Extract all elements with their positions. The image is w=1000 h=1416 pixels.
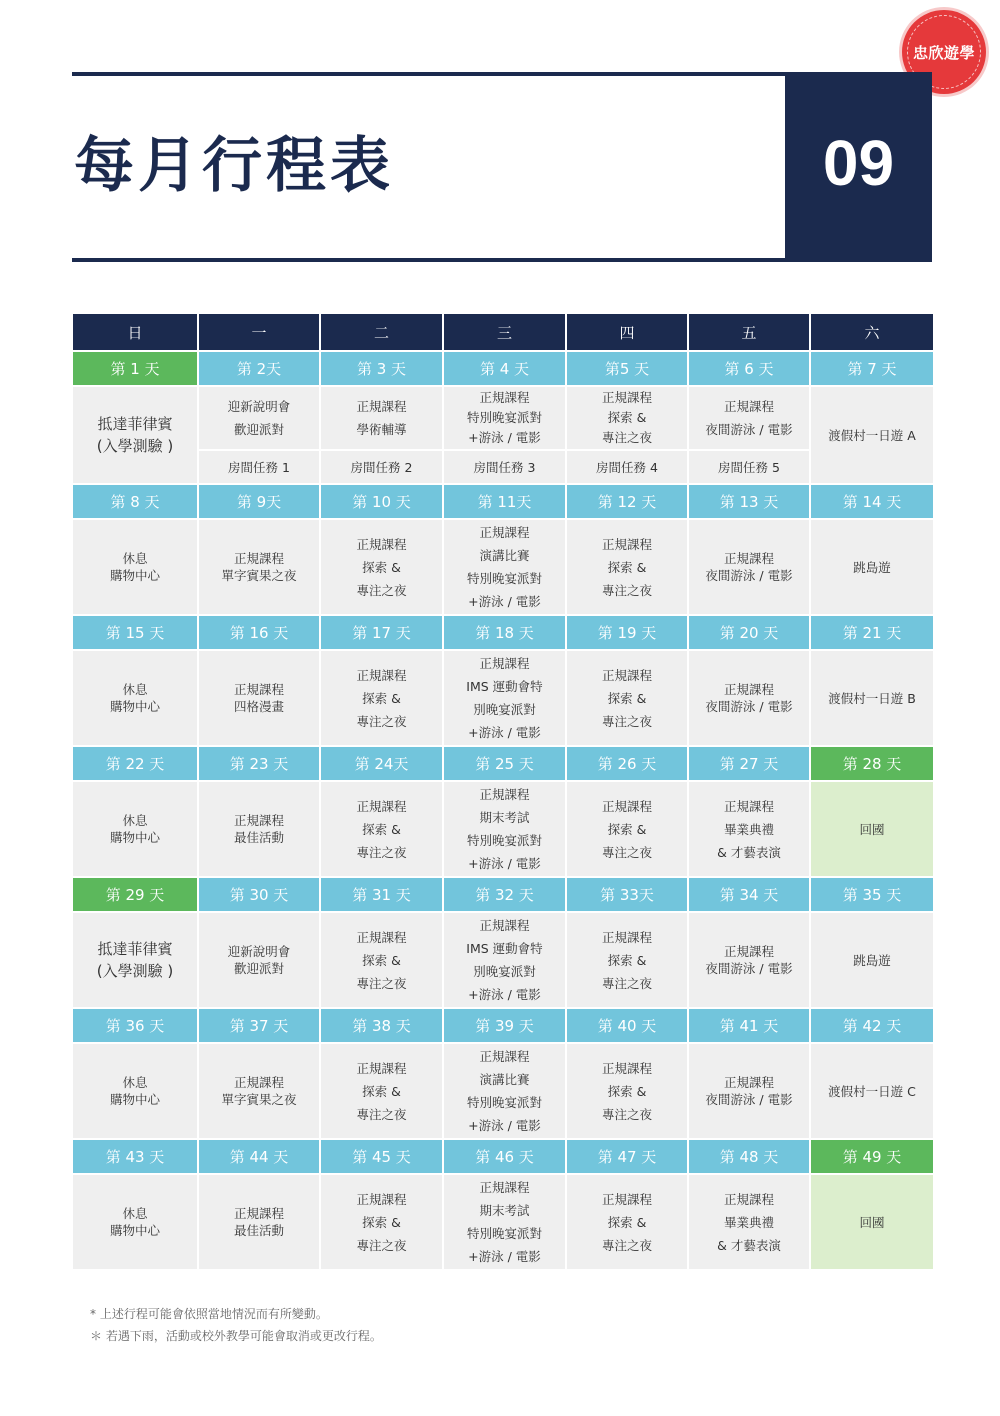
cell-line: 別晚宴派對	[473, 702, 536, 717]
cell-line: 跳島遊	[853, 952, 891, 968]
day-number-row	[72, 1008, 934, 1043]
cell-line: +游泳 / 電影	[468, 430, 541, 445]
cell-line: 正規課程	[233, 1206, 284, 1221]
cell-line: 期末考試	[479, 1203, 530, 1218]
cell-line: 專注之夜	[601, 844, 652, 860]
schedule-cell	[72, 1043, 198, 1139]
cell-line: 正規課程	[479, 390, 530, 405]
cell-line: 特別晚宴派對	[466, 1226, 542, 1241]
cell-line: 專注之夜	[601, 1106, 652, 1122]
cell-line: 專注之夜	[601, 713, 652, 729]
cell-line: 正規課程	[233, 682, 284, 697]
day-number: 第 40 天	[566, 1008, 688, 1043]
cell-line: +游泳 / 電影	[468, 594, 541, 609]
schedule-cell	[688, 650, 810, 746]
schedule-cell	[443, 1043, 566, 1139]
cell-line: 探索 &	[607, 690, 647, 706]
day-number: 第 39 天	[443, 1008, 566, 1043]
cell-line: 夜間游泳 / 電影	[705, 568, 793, 583]
cell-line: 畢業典禮	[723, 821, 774, 837]
cell-line: 夜間游泳 / 電影	[705, 422, 793, 437]
cell-line: 專注之夜	[356, 1106, 407, 1122]
cell-line: 特別晚宴派對	[466, 571, 542, 586]
schedule-cell	[810, 912, 934, 1008]
cell-line: 專注之夜	[601, 975, 652, 991]
day-number: 第 14 天	[810, 484, 934, 519]
cell-line: 迎新說明會	[227, 944, 291, 959]
cell-line: 休息	[122, 1075, 148, 1090]
cell-line: IMS 運動會特	[466, 941, 543, 956]
schedule-cell	[198, 519, 320, 615]
schedule-cell	[566, 1174, 688, 1270]
cell-line: 正規課程	[356, 1191, 407, 1207]
cell-line: (入學測驗 )	[96, 437, 174, 455]
schedule-cell	[443, 386, 566, 450]
room-task-cell: 房間任務 4	[566, 450, 688, 484]
schedule-cell	[320, 912, 443, 1008]
cell-line: 專注之夜	[356, 582, 407, 598]
cell-line: (入學測驗 )	[96, 962, 174, 980]
day-number: 第 24天	[320, 746, 443, 781]
day-number: 第 10 天	[320, 484, 443, 519]
cell-line: +游泳 / 電影	[468, 1249, 541, 1264]
cell-line: 正規課程	[601, 390, 652, 405]
cell-line: 購物中心	[109, 1223, 160, 1238]
cell-line: 購物中心	[109, 830, 160, 845]
footnote: ＊ 若遇下雨，活動或校外教學可能會取消或更改行程。	[90, 1329, 382, 1343]
day-number: 第 8 天	[72, 484, 198, 519]
day-number-row	[72, 877, 934, 912]
cell-line: 回國	[859, 1214, 885, 1230]
cell-line: 特別晚宴派對	[466, 410, 542, 425]
cell-line: 專注之夜	[356, 844, 407, 860]
cell-line: 渡假村一日遊 C	[828, 1083, 916, 1099]
day-number: 第 49 天	[810, 1139, 934, 1174]
schedule-cell	[320, 650, 443, 746]
footnote: * 上述行程可能會依照當地情況而有所變動。	[90, 1307, 328, 1321]
cell-line: 迎新說明會	[227, 399, 291, 414]
cell-line: 歡迎派對	[233, 422, 284, 437]
cell-line: 正規課程	[356, 667, 407, 683]
day-number: 第 41 天	[688, 1008, 810, 1043]
cell-line: 渡假村一日遊 A	[828, 427, 916, 443]
day-number: 第 31 天	[320, 877, 443, 912]
schedule-cell	[72, 912, 198, 1008]
schedule-cell	[198, 781, 320, 877]
day-number: 第 43 天	[72, 1139, 198, 1174]
schedule-cell	[566, 912, 688, 1008]
cell-line: 抵達菲律賓	[97, 940, 173, 958]
schedule-cell	[443, 781, 566, 877]
day-number: 第 28 天	[810, 746, 934, 781]
cell-line: 休息	[122, 1206, 148, 1221]
day-number-row	[72, 615, 934, 650]
schedule-cell	[566, 386, 688, 450]
calendar-table	[71, 312, 935, 1271]
schedule-cell	[72, 1174, 198, 1270]
schedule-cell	[72, 386, 198, 484]
cell-line: 正規課程	[356, 536, 407, 552]
cell-line: 專注之夜	[601, 1237, 652, 1253]
schedule-cell	[320, 1043, 443, 1139]
cell-line: 正規課程	[356, 929, 407, 945]
day-number: 第 1 天	[72, 351, 198, 386]
day-number: 第 33天	[566, 877, 688, 912]
cell-line: & 才藝表演	[717, 1237, 781, 1253]
weekday-sat: 六	[810, 313, 934, 351]
day-number-row	[72, 484, 934, 519]
cell-line: 休息	[122, 682, 148, 697]
cell-line: 正規課程	[723, 798, 774, 814]
schedule-row	[72, 1043, 934, 1139]
cell-line: 正規課程	[479, 525, 530, 540]
schedule-cell	[810, 1043, 934, 1139]
day-number-row	[72, 746, 934, 781]
cell-line: 正規課程	[356, 798, 407, 814]
cell-line: 回國	[859, 821, 885, 837]
schedule-cell	[443, 650, 566, 746]
day-number: 第 12 天	[566, 484, 688, 519]
cell-line: 購物中心	[109, 1092, 160, 1107]
day-number: 第 46 天	[443, 1139, 566, 1174]
cell-line: 正規課程	[233, 813, 284, 828]
day-number: 第 7 天	[810, 351, 934, 386]
schedule-row	[72, 386, 934, 450]
day-number: 第 18 天	[443, 615, 566, 650]
cell-line: 探索 &	[607, 821, 647, 837]
cell-line: 探索 &	[362, 1214, 401, 1230]
schedule-cell	[566, 650, 688, 746]
cell-line: 正規課程	[356, 1060, 407, 1076]
schedule-cell	[688, 912, 810, 1008]
cell-line: 探索 &	[607, 559, 647, 575]
cell-line: 專注之夜	[356, 1237, 407, 1253]
schedule-cell	[688, 781, 810, 877]
day-number: 第 17 天	[320, 615, 443, 650]
cell-line: 四格漫畫	[233, 699, 284, 714]
schedule-row	[72, 781, 934, 877]
weekday-thu: 四	[566, 313, 688, 351]
cell-line: +游泳 / 電影	[468, 725, 541, 740]
day-number: 第 37 天	[198, 1008, 320, 1043]
cell-line: 正規課程	[479, 918, 530, 933]
day-number: 第 9天	[198, 484, 320, 519]
cell-line: 演講比賽	[479, 1072, 530, 1087]
day-number: 第 15 天	[72, 615, 198, 650]
schedule-cell	[72, 519, 198, 615]
schedule-cell	[566, 1043, 688, 1139]
cell-line: 正規課程	[356, 399, 407, 414]
cell-line: 正規課程	[723, 399, 774, 414]
cell-line: 正規課程	[479, 1049, 530, 1064]
schedule-cell	[72, 650, 198, 746]
cell-line: 夜間游泳 / 電影	[705, 1092, 793, 1107]
weekday-tue: 二	[320, 313, 443, 351]
room-task-cell: 房間任務 1	[198, 450, 320, 484]
schedule-row	[72, 519, 934, 615]
cell-line: 跳島遊	[853, 559, 891, 575]
cell-line: 學術輔導	[356, 422, 407, 437]
brand-badge-text: 忠欣遊學	[912, 43, 975, 62]
schedule-cell	[688, 519, 810, 615]
cell-line: 最佳活動	[233, 1223, 284, 1238]
schedule-cell	[810, 1174, 934, 1270]
day-number: 第 34 天	[688, 877, 810, 912]
cell-line: & 才藝表演	[717, 844, 781, 860]
cell-line: 休息	[122, 813, 148, 828]
cell-line: 正規課程	[601, 667, 652, 683]
day-number: 第5 天	[566, 351, 688, 386]
day-number: 第 30 天	[198, 877, 320, 912]
cell-line: 專注之夜	[356, 975, 407, 991]
day-number: 第 48 天	[688, 1139, 810, 1174]
schedule-cell	[198, 650, 320, 746]
weekday-sun: 日	[72, 313, 198, 351]
cell-line: 最佳活動	[233, 830, 284, 845]
cell-line: 探索 &	[607, 410, 647, 425]
weekday-fri: 五	[688, 313, 810, 351]
schedule-row	[72, 450, 934, 484]
day-number: 第 3 天	[320, 351, 443, 386]
schedule-row	[72, 1174, 934, 1270]
cell-line: 抵達菲律賓	[97, 415, 173, 433]
schedule-cell	[688, 1174, 810, 1270]
weekday-header-row	[72, 313, 934, 351]
month-box	[785, 72, 932, 262]
cell-line: 歡迎派對	[233, 961, 284, 976]
day-number: 第 47 天	[566, 1139, 688, 1174]
day-number: 第 27 天	[688, 746, 810, 781]
cell-line: 正規課程	[479, 1180, 530, 1195]
cell-line: 正規課程	[479, 656, 530, 671]
cell-line: 休息	[122, 551, 148, 566]
weekday-mon: 一	[198, 313, 320, 351]
day-number: 第 45 天	[320, 1139, 443, 1174]
schedule-cell	[72, 781, 198, 877]
footnotes	[90, 1303, 382, 1347]
schedule-cell	[320, 519, 443, 615]
cell-line: 單字賓果之夜	[221, 568, 297, 583]
cell-line: 專注之夜	[356, 713, 407, 729]
room-task-cell: 房間任務 3	[443, 450, 566, 484]
day-number: 第 20 天	[688, 615, 810, 650]
schedule-cell	[320, 386, 443, 450]
page-title: 每月行程表	[74, 131, 394, 201]
cell-line: IMS 運動會特	[466, 679, 543, 694]
day-number: 第 42 天	[810, 1008, 934, 1043]
cell-line: +游泳 / 電影	[468, 856, 541, 871]
schedule-cell	[810, 519, 934, 615]
cell-line: 正規課程	[601, 929, 652, 945]
day-number: 第 25 天	[443, 746, 566, 781]
cell-line: +游泳 / 電影	[468, 1118, 541, 1133]
cell-line: +游泳 / 電影	[468, 987, 541, 1002]
cell-line: 探索 &	[362, 952, 401, 968]
schedule-cell	[198, 912, 320, 1008]
cell-line: 渡假村一日遊 B	[828, 690, 916, 706]
day-number: 第 38 天	[320, 1008, 443, 1043]
day-number: 第 44 天	[198, 1139, 320, 1174]
cell-line: 探索 &	[362, 690, 401, 706]
day-number: 第 26 天	[566, 746, 688, 781]
cell-line: 畢業典禮	[723, 1214, 774, 1230]
schedule-row	[72, 650, 934, 746]
day-number: 第 11天	[443, 484, 566, 519]
schedule-cell	[810, 650, 934, 746]
schedule-cell	[320, 781, 443, 877]
day-number: 第 36 天	[72, 1008, 198, 1043]
day-number: 第 29 天	[72, 877, 198, 912]
cell-line: 正規課程	[479, 787, 530, 802]
day-number: 第 19 天	[566, 615, 688, 650]
schedule-cell	[443, 912, 566, 1008]
day-number: 第 21 天	[810, 615, 934, 650]
day-number: 第 6 天	[688, 351, 810, 386]
cell-line: 正規課程	[601, 1191, 652, 1207]
day-number: 第 2天	[198, 351, 320, 386]
cell-line: 正規課程	[233, 551, 284, 566]
cell-line: 特別晚宴派對	[466, 833, 542, 848]
schedule-cell	[443, 519, 566, 615]
cell-line: 夜間游泳 / 電影	[705, 699, 793, 714]
cell-line: 單字賓果之夜	[221, 1092, 297, 1107]
cell-line: 正規課程	[723, 551, 774, 566]
schedule-cell	[688, 1043, 810, 1139]
day-number: 第 4 天	[443, 351, 566, 386]
cell-line: 探索 &	[607, 1083, 647, 1099]
cell-line: 正規課程	[723, 1075, 774, 1090]
cell-line: 探索 &	[362, 821, 401, 837]
day-number-row	[72, 351, 934, 386]
cell-line: 正規課程	[601, 1060, 652, 1076]
day-number: 第 35 天	[810, 877, 934, 912]
cell-line: 期末考試	[479, 810, 530, 825]
schedule-cell	[810, 781, 934, 877]
schedule-cell	[198, 386, 320, 450]
cell-line: 正規課程	[233, 1075, 284, 1090]
cell-line: 演講比賽	[479, 548, 530, 563]
schedule-cell	[566, 519, 688, 615]
room-task-cell: 房間任務 2	[320, 450, 443, 484]
header-top-rule	[72, 72, 786, 76]
weekday-wed: 三	[443, 313, 566, 351]
month-number: 09	[822, 127, 895, 199]
cell-line: 夜間游泳 / 電影	[705, 961, 793, 976]
day-number: 第 13 天	[688, 484, 810, 519]
schedule-cell	[810, 386, 934, 484]
day-number: 第 32 天	[443, 877, 566, 912]
cell-line: 購物中心	[109, 568, 160, 583]
schedule-cell	[198, 1043, 320, 1139]
schedule-cell	[566, 781, 688, 877]
cell-line: 正規課程	[601, 798, 652, 814]
schedule-row	[72, 912, 934, 1008]
cell-line: 正規課程	[723, 1191, 774, 1207]
cell-line: 正規課程	[723, 944, 774, 959]
cell-line: 購物中心	[109, 699, 160, 714]
cell-line: 專注之夜	[601, 430, 652, 445]
header-bottom-rule	[72, 258, 932, 262]
day-number: 第 22 天	[72, 746, 198, 781]
schedule-cell	[198, 1174, 320, 1270]
schedule-cell	[320, 1174, 443, 1270]
cell-line: 專注之夜	[601, 582, 652, 598]
cell-line: 特別晚宴派對	[466, 1095, 542, 1110]
cell-line: 別晚宴派對	[473, 964, 536, 979]
cell-line: 正規課程	[723, 682, 774, 697]
day-number-row	[72, 1139, 934, 1174]
cell-line: 探索 &	[607, 952, 647, 968]
day-number: 第 23 天	[198, 746, 320, 781]
schedule-cell	[443, 1174, 566, 1270]
cell-line: 探索 &	[362, 559, 401, 575]
cell-line: 正規課程	[601, 536, 652, 552]
schedule-cell	[688, 386, 810, 450]
cell-line: 探索 &	[607, 1214, 647, 1230]
cell-line: 探索 &	[362, 1083, 401, 1099]
room-task-cell: 房間任務 5	[688, 450, 810, 484]
day-number: 第 16 天	[198, 615, 320, 650]
